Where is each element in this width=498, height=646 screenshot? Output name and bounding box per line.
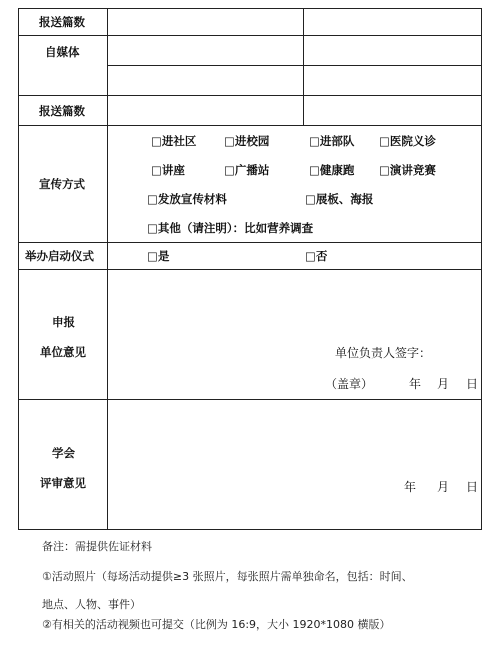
label-report-count: 报送篇数 [39, 15, 85, 29]
checkbox-broadcast[interactable]: □广播站 [224, 163, 270, 177]
label-society-opinion-1: 学会 [52, 446, 75, 460]
seal-label: （盖章） [325, 377, 374, 391]
checkbox-lecture[interactable]: □讲座 [151, 163, 185, 177]
label-publicity-method: 宣传方式 [39, 177, 85, 191]
label-applicant-opinion-2: 单位意见 [40, 345, 86, 359]
notes-item2: ②有相关的活动视频也可提交（比例为 16:9，大小 1920*1080 横版） [42, 618, 391, 631]
society-day: 日 [466, 480, 479, 494]
value-column-divider [303, 9, 304, 125]
row-divider [19, 399, 481, 400]
notes-title: 备注：需提供佐证材料 [42, 540, 152, 553]
checkbox-speech-contest[interactable]: □演讲竞赛 [379, 163, 436, 177]
label-launch-ceremony: 举办启动仪式 [25, 249, 94, 263]
label-applicant-opinion-1: 申报 [52, 315, 75, 329]
checkbox-hospital-clinic[interactable]: □医院义诊 [379, 134, 436, 148]
label-report-count-2: 报送篇数 [39, 104, 85, 118]
label-self-media: 自媒体 [45, 45, 80, 59]
row-divider [19, 125, 481, 126]
notes-item1-line2: 地点、人物、事件） [42, 598, 141, 611]
label-column-divider [107, 9, 108, 529]
row-divider [19, 35, 481, 36]
checkbox-other[interactable]: □其他（请注明）：比如营养调查 [147, 221, 314, 235]
notes-item1-line1: ①活动照片（每场活动提供≥3 张照片，每张照片需单独命名，包括：时间、 [42, 570, 413, 583]
checkbox-ceremony-yes[interactable]: □是 [147, 249, 170, 263]
row-divider [19, 269, 481, 270]
applicant-month: 月 [437, 377, 450, 391]
row-divider [107, 65, 481, 66]
checkbox-posters[interactable]: □展板、海报 [305, 192, 374, 206]
checkbox-community[interactable]: □进社区 [151, 134, 197, 148]
application-form-table [18, 8, 482, 530]
signature-label: 单位负责人签字： [335, 346, 432, 360]
society-month: 月 [437, 480, 450, 494]
checkbox-army[interactable]: □进部队 [309, 134, 355, 148]
checkbox-campus[interactable]: □进校园 [224, 134, 270, 148]
row-divider [19, 242, 481, 243]
label-society-opinion-2: 评审意见 [40, 476, 86, 490]
society-year: 年 [404, 480, 417, 494]
checkbox-ceremony-no[interactable]: □否 [305, 249, 328, 263]
checkbox-materials[interactable]: □发放宣传材料 [147, 192, 227, 206]
applicant-year: 年 [409, 377, 422, 391]
checkbox-health-run[interactable]: □健康跑 [309, 163, 355, 177]
applicant-day: 日 [466, 377, 479, 391]
row-divider [19, 95, 481, 96]
